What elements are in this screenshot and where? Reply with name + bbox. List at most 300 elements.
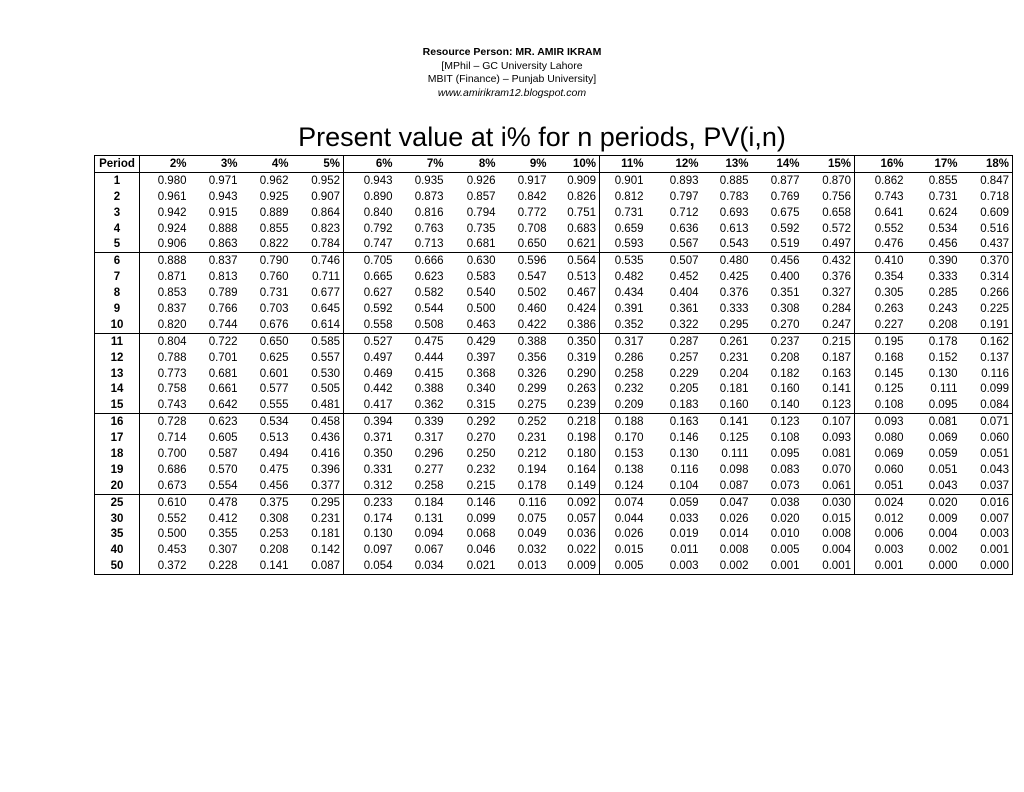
rate-column-header: 15% — [803, 156, 855, 173]
pv-value-cell: 0.013 — [517, 560, 547, 573]
pv-value-cell: 0.535 — [614, 255, 644, 268]
pv-value-cell: 0.543 — [702, 236, 752, 252]
period-cell: 18 — [95, 446, 140, 462]
pv-value-cell: 0.456 — [907, 236, 961, 252]
rate-column-header: 10% — [550, 156, 600, 173]
pv-value-cell: 0.138 — [614, 463, 644, 476]
pv-value-cell: 0.621 — [550, 236, 600, 252]
pv-value-cell: 0.980 — [157, 174, 187, 187]
pv-value-cell: 0.871 — [157, 271, 187, 284]
pv-value-cell: 0.756 — [803, 189, 855, 205]
pv-value-cell: 0.123 — [770, 416, 800, 429]
pv-value-cell: 0.070 — [803, 462, 855, 478]
pv-value-cell: 0.093 — [874, 416, 904, 429]
pv-value-cell: 0.494 — [259, 447, 289, 460]
pv-value-cell: 0.820 — [140, 317, 190, 333]
table-row — [95, 446, 1013, 462]
pv-value-cell: 0.253 — [259, 528, 289, 541]
pv-value-cell: 0.743 — [874, 190, 904, 203]
credentials-line-2: MBIT (Finance) – Punjab University] — [427, 73, 597, 85]
pv-value-cell: 0.675 — [770, 206, 800, 219]
pv-value-cell: 0.257 — [669, 351, 699, 364]
pv-value-cell: 0.681 — [208, 367, 238, 380]
pv-value-cell: 0.317 — [414, 432, 444, 445]
pv-value-cell: 0.760 — [259, 271, 289, 284]
pv-value-cell: 0.350 — [363, 447, 393, 460]
pv-value-cell: 0.862 — [874, 174, 904, 187]
pv-value-cell: 0.557 — [292, 350, 344, 366]
pv-value-cell: 0.377 — [292, 478, 344, 494]
pv-value-cell: 0.125 — [719, 432, 749, 445]
pv-value-cell: 0.813 — [208, 271, 238, 284]
pv-value-cell: 0.075 — [517, 512, 547, 525]
pv-value-cell: 0.004 — [928, 528, 958, 541]
pv-value-cell: 0.857 — [466, 190, 496, 203]
pv-value-cell: 0.308 — [770, 302, 800, 315]
pv-value-cell: 0.237 — [770, 335, 800, 348]
pv-value-cell: 0.890 — [363, 190, 393, 203]
pv-value-cell: 0.043 — [980, 463, 1009, 476]
pv-value-cell: 0.789 — [208, 287, 238, 300]
period-cell: 50 — [95, 558, 140, 574]
pv-value-cell: 0.888 — [208, 222, 238, 235]
pv-value-cell: 0.258 — [614, 367, 644, 380]
pv-value-cell: 0.558 — [344, 317, 396, 333]
table-row — [95, 397, 1013, 413]
pv-value-cell: 0.388 — [517, 335, 547, 348]
pv-value-cell: 0.703 — [259, 302, 289, 315]
pv-value-cell: 0.516 — [980, 222, 1009, 235]
pv-value-cell: 0.577 — [259, 383, 289, 396]
pv-value-cell: 0.046 — [466, 544, 496, 557]
pv-value-cell: 0.855 — [928, 174, 958, 187]
pv-value-cell: 0.142 — [292, 542, 344, 558]
period-cell: 40 — [95, 542, 140, 558]
pv-value-cell: 0.744 — [190, 317, 241, 333]
pv-value-cell: 0.015 — [614, 544, 644, 557]
pv-value-cell: 0.404 — [669, 287, 699, 300]
pv-value-cell: 0.012 — [874, 512, 904, 525]
pv-value-cell: 0.625 — [259, 351, 289, 364]
pv-value-cell: 0.317 — [614, 335, 644, 348]
pv-value-cell: 0.002 — [928, 544, 958, 557]
table-row — [95, 350, 1013, 366]
pv-value-cell: 0.003 — [669, 560, 699, 573]
pv-value-cell: 0.001 — [980, 544, 1009, 557]
pv-value-cell: 0.187 — [803, 350, 855, 366]
pv-value-cell: 0.855 — [259, 222, 289, 235]
pv-value-cell: 0.094 — [414, 528, 444, 541]
pv-value-cell: 0.116 — [670, 463, 699, 476]
pv-value-cell: 0.014 — [719, 528, 749, 541]
pv-value-cell: 0.645 — [292, 301, 344, 317]
pv-value-cell: 0.355 — [208, 528, 238, 541]
pv-value-cell: 0.270 — [466, 432, 496, 445]
pv-value-cell: 0.623 — [414, 271, 444, 284]
pv-value-cell: 0.198 — [550, 430, 600, 446]
pv-value-cell: 0.005 — [770, 544, 800, 557]
table-row — [95, 172, 1013, 188]
period-cell: 10 — [95, 317, 140, 333]
pv-value-cell: 0.788 — [157, 351, 187, 364]
pv-value-cell: 0.184 — [414, 496, 444, 509]
pv-value-cell: 0.322 — [647, 317, 702, 333]
pv-value-cell: 0.233 — [363, 496, 393, 509]
rate-column-header: 13% — [702, 156, 752, 173]
rate-column-header: 9% — [499, 156, 550, 173]
pv-value-cell: 0.497 — [363, 351, 393, 364]
pv-value-cell: 0.434 — [614, 287, 644, 300]
pv-value-cell: 0.783 — [719, 190, 749, 203]
pv-value-cell: 0.728 — [157, 416, 187, 429]
rate-column-header: 11% — [600, 156, 647, 173]
table-row — [95, 269, 1013, 285]
pv-value-cell: 0.370 — [980, 255, 1009, 268]
pv-value-cell: 0.356 — [517, 351, 547, 364]
pv-value-cell: 0.007 — [980, 512, 1009, 525]
pv-value-cell: 0.666 — [414, 255, 444, 268]
pv-value-cell: 0.263 — [874, 302, 904, 315]
pv-value-cell: 0.507 — [669, 255, 699, 268]
pv-value-cell: 0.469 — [363, 367, 393, 380]
pv-value-cell: 0.425 — [719, 271, 749, 284]
pv-value-cell: 0.215 — [447, 478, 499, 494]
period-cell: 35 — [95, 526, 140, 542]
pv-value-cell: 0.008 — [719, 544, 749, 557]
pv-value-cell: 0.885 — [719, 174, 749, 187]
pv-value-cell: 0.258 — [396, 478, 447, 494]
pv-value-cell: 0.962 — [259, 174, 289, 187]
pv-value-cell: 0.044 — [614, 512, 644, 525]
pv-value-cell: 0.924 — [157, 222, 187, 235]
pv-value-cell: 0.153 — [614, 447, 644, 460]
pv-value-cell: 0.181 — [292, 526, 344, 542]
table-row — [95, 221, 1013, 237]
pv-value-cell: 0.519 — [752, 236, 803, 252]
pv-value-cell: 0.231 — [719, 351, 749, 364]
pv-value-cell: 0.812 — [614, 190, 644, 203]
pv-value-cell: 0.083 — [770, 463, 800, 476]
pv-value-cell: 0.751 — [550, 205, 600, 221]
period-column-header: Period — [95, 156, 140, 173]
period-cell: 19 — [95, 462, 140, 478]
pv-value-cell: 0.926 — [466, 174, 496, 187]
pv-value-cell: 0.107 — [803, 414, 855, 430]
pv-value-cell: 0.061 — [803, 478, 855, 494]
pv-value-cell: 0.099 — [466, 512, 496, 525]
pv-value-cell: 0.111 — [930, 383, 958, 396]
pv-value-cell: 0.149 — [550, 478, 600, 494]
pv-value-cell: 0.784 — [292, 236, 344, 252]
pv-value-cell: 0.842 — [517, 190, 547, 203]
period-cell: 12 — [95, 350, 140, 366]
pv-value-cell: 0.400 — [770, 271, 800, 284]
pv-value-cell: 0.614 — [292, 317, 344, 333]
pv-value-cell: 0.942 — [157, 206, 187, 219]
pv-value-cell: 0.429 — [466, 335, 496, 348]
table-row — [95, 333, 1013, 349]
pv-value-cell: 0.502 — [517, 287, 547, 300]
pv-value-cell: 0.823 — [292, 221, 344, 237]
pv-value-cell: 0.071 — [980, 416, 1009, 429]
pv-value-cell: 0.275 — [499, 397, 550, 413]
pv-value-cell: 0.228 — [208, 560, 238, 573]
pv-value-cell: 0.026 — [614, 528, 644, 541]
table-row — [95, 366, 1013, 382]
pv-value-cell: 0.130 — [669, 447, 699, 460]
pv-value-cell: 0.130 — [928, 367, 958, 380]
pv-value-cell: 0.191 — [961, 317, 1013, 333]
pv-value-cell: 0.627 — [363, 287, 393, 300]
pv-value-cell: 0.204 — [719, 367, 749, 380]
pv-value-cell: 0.043 — [907, 478, 961, 494]
pv-value-cell: 0.131 — [414, 512, 444, 525]
pv-value-cell: 0.123 — [803, 397, 855, 413]
pv-value-cell: 0.650 — [499, 236, 550, 252]
pv-value-cell: 0.547 — [517, 271, 547, 284]
pv-value-cell: 0.711 — [292, 269, 344, 285]
pv-value-cell: 0.093 — [803, 430, 855, 446]
pv-value-cell: 0.971 — [208, 174, 238, 187]
pv-value-cell: 0.308 — [259, 512, 289, 525]
pv-value-cell: 0.326 — [517, 367, 547, 380]
pv-value-cell: 0.731 — [259, 287, 289, 300]
rate-column-header: 6% — [344, 156, 396, 173]
table-row — [95, 526, 1013, 542]
pv-value-cell: 0.659 — [614, 222, 644, 235]
rate-column-header: 17% — [907, 156, 961, 173]
pv-value-cell: 0.877 — [770, 174, 800, 187]
pv-value-cell: 0.270 — [752, 317, 803, 333]
pv-value-cell: 0.481 — [292, 397, 344, 413]
pv-value-cell: 0.001 — [803, 558, 855, 574]
pv-value-cell: 0.130 — [363, 528, 393, 541]
pv-value-cell: 0.847 — [980, 174, 1009, 187]
pv-value-cell: 0.390 — [928, 255, 958, 268]
period-cell: 14 — [95, 381, 140, 397]
pv-value-cell: 0.708 — [517, 222, 547, 235]
pv-value-cell: 0.054 — [363, 560, 393, 573]
pv-value-cell: 0.641 — [874, 206, 904, 219]
period-cell: 5 — [95, 236, 140, 252]
pv-value-cell: 0.864 — [292, 205, 344, 221]
pv-value-cell: 0.333 — [719, 302, 749, 315]
pv-value-cell: 0.340 — [466, 383, 496, 396]
pv-value-cell: 0.713 — [396, 236, 447, 252]
pv-value-cell: 0.837 — [208, 255, 238, 268]
table-row — [95, 285, 1013, 301]
pv-value-cell: 0.534 — [259, 416, 289, 429]
pv-value-cell: 0.232 — [466, 463, 496, 476]
pv-value-cell: 0.108 — [770, 432, 800, 445]
period-cell: 13 — [95, 366, 140, 382]
pv-value-cell: 0.019 — [669, 528, 699, 541]
pv-value-cell: 0.146 — [669, 432, 699, 445]
pv-value-cell: 0.327 — [803, 285, 855, 301]
pv-value-cell: 0.051 — [855, 478, 907, 494]
pv-value-cell: 0.907 — [292, 189, 344, 205]
pv-value-cell: 0.069 — [874, 447, 904, 460]
pv-value-cell: 0.146 — [466, 496, 496, 509]
pv-value-cell: 0.225 — [980, 302, 1009, 315]
pv-value-cell: 0.005 — [614, 560, 644, 573]
pv-value-cell: 0.888 — [157, 255, 187, 268]
pv-value-cell: 0.840 — [363, 206, 393, 219]
pv-value-cell: 0.033 — [669, 512, 699, 525]
pv-value-cell: 0.816 — [414, 206, 444, 219]
pv-value-cell: 0.215 — [803, 333, 855, 349]
pv-value-cell: 0.677 — [292, 285, 344, 301]
rate-column-header: 8% — [447, 156, 499, 173]
pv-value-cell: 0.212 — [517, 447, 547, 460]
table-row — [95, 511, 1013, 527]
pv-value-cell: 0.624 — [928, 206, 958, 219]
pv-value-cell: 0.295 — [292, 494, 344, 510]
pv-value-cell: 0.037 — [961, 478, 1013, 494]
pv-value-cell: 0.540 — [466, 287, 496, 300]
pv-value-cell: 0.605 — [208, 432, 238, 445]
pv-value-cell: 0.731 — [614, 206, 644, 219]
pv-value-cell: 0.388 — [414, 383, 444, 396]
pv-value-cell: 0.111 — [721, 447, 749, 460]
page-title: Present value at i% for n periods, PV(i,n) — [298, 122, 786, 152]
pv-value-cell: 0.352 — [600, 317, 647, 333]
pv-value-cell: 0.513 — [550, 269, 600, 285]
pv-value-cell: 0.098 — [719, 463, 749, 476]
pv-value-cell: 0.391 — [614, 302, 644, 315]
pv-value-cell: 0.735 — [466, 222, 496, 235]
pv-value-cell: 0.763 — [414, 222, 444, 235]
period-cell: 16 — [95, 414, 140, 430]
period-cell: 9 — [95, 301, 140, 317]
pv-value-cell: 0.295 — [702, 317, 752, 333]
pv-value-cell: 0.350 — [550, 333, 600, 349]
pv-value-cell: 0.743 — [140, 397, 190, 413]
pv-value-cell: 0.436 — [292, 430, 344, 446]
pv-value-cell: 0.287 — [669, 335, 699, 348]
pv-value-cell: 0.024 — [874, 496, 904, 509]
table-row — [95, 253, 1013, 269]
pv-value-cell: 0.205 — [669, 383, 699, 396]
pv-value-cell: 0.286 — [614, 351, 644, 364]
pv-value-cell: 0.250 — [466, 447, 496, 460]
pv-value-cell: 0.925 — [259, 190, 289, 203]
pv-value-cell: 0.026 — [719, 512, 749, 525]
pv-value-cell: 0.478 — [208, 496, 238, 509]
pv-value-cell: 0.060 — [874, 463, 904, 476]
table-header-row — [95, 156, 1013, 173]
pv-value-cell: 0.188 — [614, 416, 644, 429]
pv-value-cell: 0.500 — [157, 528, 187, 541]
pv-value-cell: 0.266 — [980, 287, 1009, 300]
pv-value-cell: 0.305 — [874, 287, 904, 300]
table-row — [95, 205, 1013, 221]
period-cell: 2 — [95, 189, 140, 205]
pv-value-cell: 0.508 — [396, 317, 447, 333]
pv-value-cell: 0.104 — [647, 478, 702, 494]
pv-value-cell: 0.009 — [928, 512, 958, 525]
pv-value-cell: 0.552 — [157, 512, 187, 525]
pv-value-cell: 0.162 — [980, 335, 1009, 348]
pv-value-cell: 0.915 — [208, 206, 238, 219]
pv-value-cell: 0.530 — [292, 366, 344, 382]
pv-value-cell: 0.312 — [344, 478, 396, 494]
pv-value-cell: 0.015 — [803, 511, 855, 527]
pv-value-cell: 0.229 — [669, 367, 699, 380]
pv-value-cell: 0.208 — [770, 351, 800, 364]
pv-value-cell: 0.665 — [363, 271, 393, 284]
pv-value-cell: 0.243 — [928, 302, 958, 315]
pv-value-cell: 0.476 — [855, 236, 907, 252]
pv-value-cell: 0.681 — [447, 236, 499, 252]
pv-value-cell: 0.746 — [292, 253, 344, 269]
pv-value-cell: 0.417 — [344, 397, 396, 413]
pv-value-cell: 0.116 — [981, 367, 1009, 380]
pv-value-cell: 0.003 — [980, 528, 1009, 541]
pv-value-cell: 0.482 — [614, 271, 644, 284]
pv-value-cell: 0.003 — [874, 544, 904, 557]
pv-value-cell: 0.087 — [702, 478, 752, 494]
rate-column-header: 16% — [855, 156, 907, 173]
pv-value-cell: 0.296 — [414, 447, 444, 460]
pv-value-cell: 0.837 — [157, 302, 187, 315]
pv-value-cell: 0.500 — [466, 302, 496, 315]
pv-value-cell: 0.497 — [803, 236, 855, 252]
pv-value-cell: 0.008 — [803, 526, 855, 542]
pv-value-cell: 0.889 — [259, 206, 289, 219]
pv-value-cell: 0.030 — [803, 494, 855, 510]
pv-value-cell: 0.299 — [517, 383, 547, 396]
pv-value-cell: 0.057 — [550, 511, 600, 527]
pv-value-cell: 0.906 — [140, 236, 190, 252]
pv-value-cell: 0.416 — [292, 446, 344, 462]
pv-value-cell: 0.182 — [770, 367, 800, 380]
pv-value-cell: 0.195 — [874, 335, 904, 348]
pv-value-cell: 0.609 — [980, 206, 1009, 219]
pv-value-cell: 0.140 — [752, 397, 803, 413]
pv-value-cell: 0.049 — [517, 528, 547, 541]
pv-value-cell: 0.247 — [803, 317, 855, 333]
pv-value-cell: 0.232 — [614, 383, 644, 396]
pv-value-cell: 0.231 — [517, 432, 547, 445]
pv-value-cell: 0.601 — [259, 367, 289, 380]
pv-value-cell: 0.582 — [414, 287, 444, 300]
table-row — [95, 381, 1013, 397]
pv-value-cell: 0.554 — [190, 478, 241, 494]
rate-column-header: 7% — [396, 156, 447, 173]
pv-value-cell: 0.610 — [157, 496, 187, 509]
pv-value-cell: 0.000 — [980, 560, 1009, 573]
pv-value-cell: 0.292 — [466, 416, 496, 429]
pv-value-cell: 0.772 — [517, 206, 547, 219]
pv-value-cell: 0.145 — [874, 367, 904, 380]
pv-value-cell: 0.004 — [803, 542, 855, 558]
table-row — [95, 478, 1013, 494]
table-row — [95, 494, 1013, 510]
pv-value-cell: 0.701 — [208, 351, 238, 364]
pv-value-cell: 0.231 — [292, 511, 344, 527]
pv-value-cell: 0.252 — [517, 416, 547, 429]
pv-value-cell: 0.456 — [770, 255, 800, 268]
pv-value-cell: 0.368 — [466, 367, 496, 380]
pv-value-cell: 0.673 — [140, 478, 190, 494]
pv-value-cell: 0.623 — [208, 416, 238, 429]
period-cell: 17 — [95, 430, 140, 446]
pv-value-cell: 0.714 — [157, 432, 187, 445]
pv-value-cell: 0.285 — [928, 287, 958, 300]
table-row — [95, 189, 1013, 205]
pv-value-cell: 0.333 — [928, 271, 958, 284]
